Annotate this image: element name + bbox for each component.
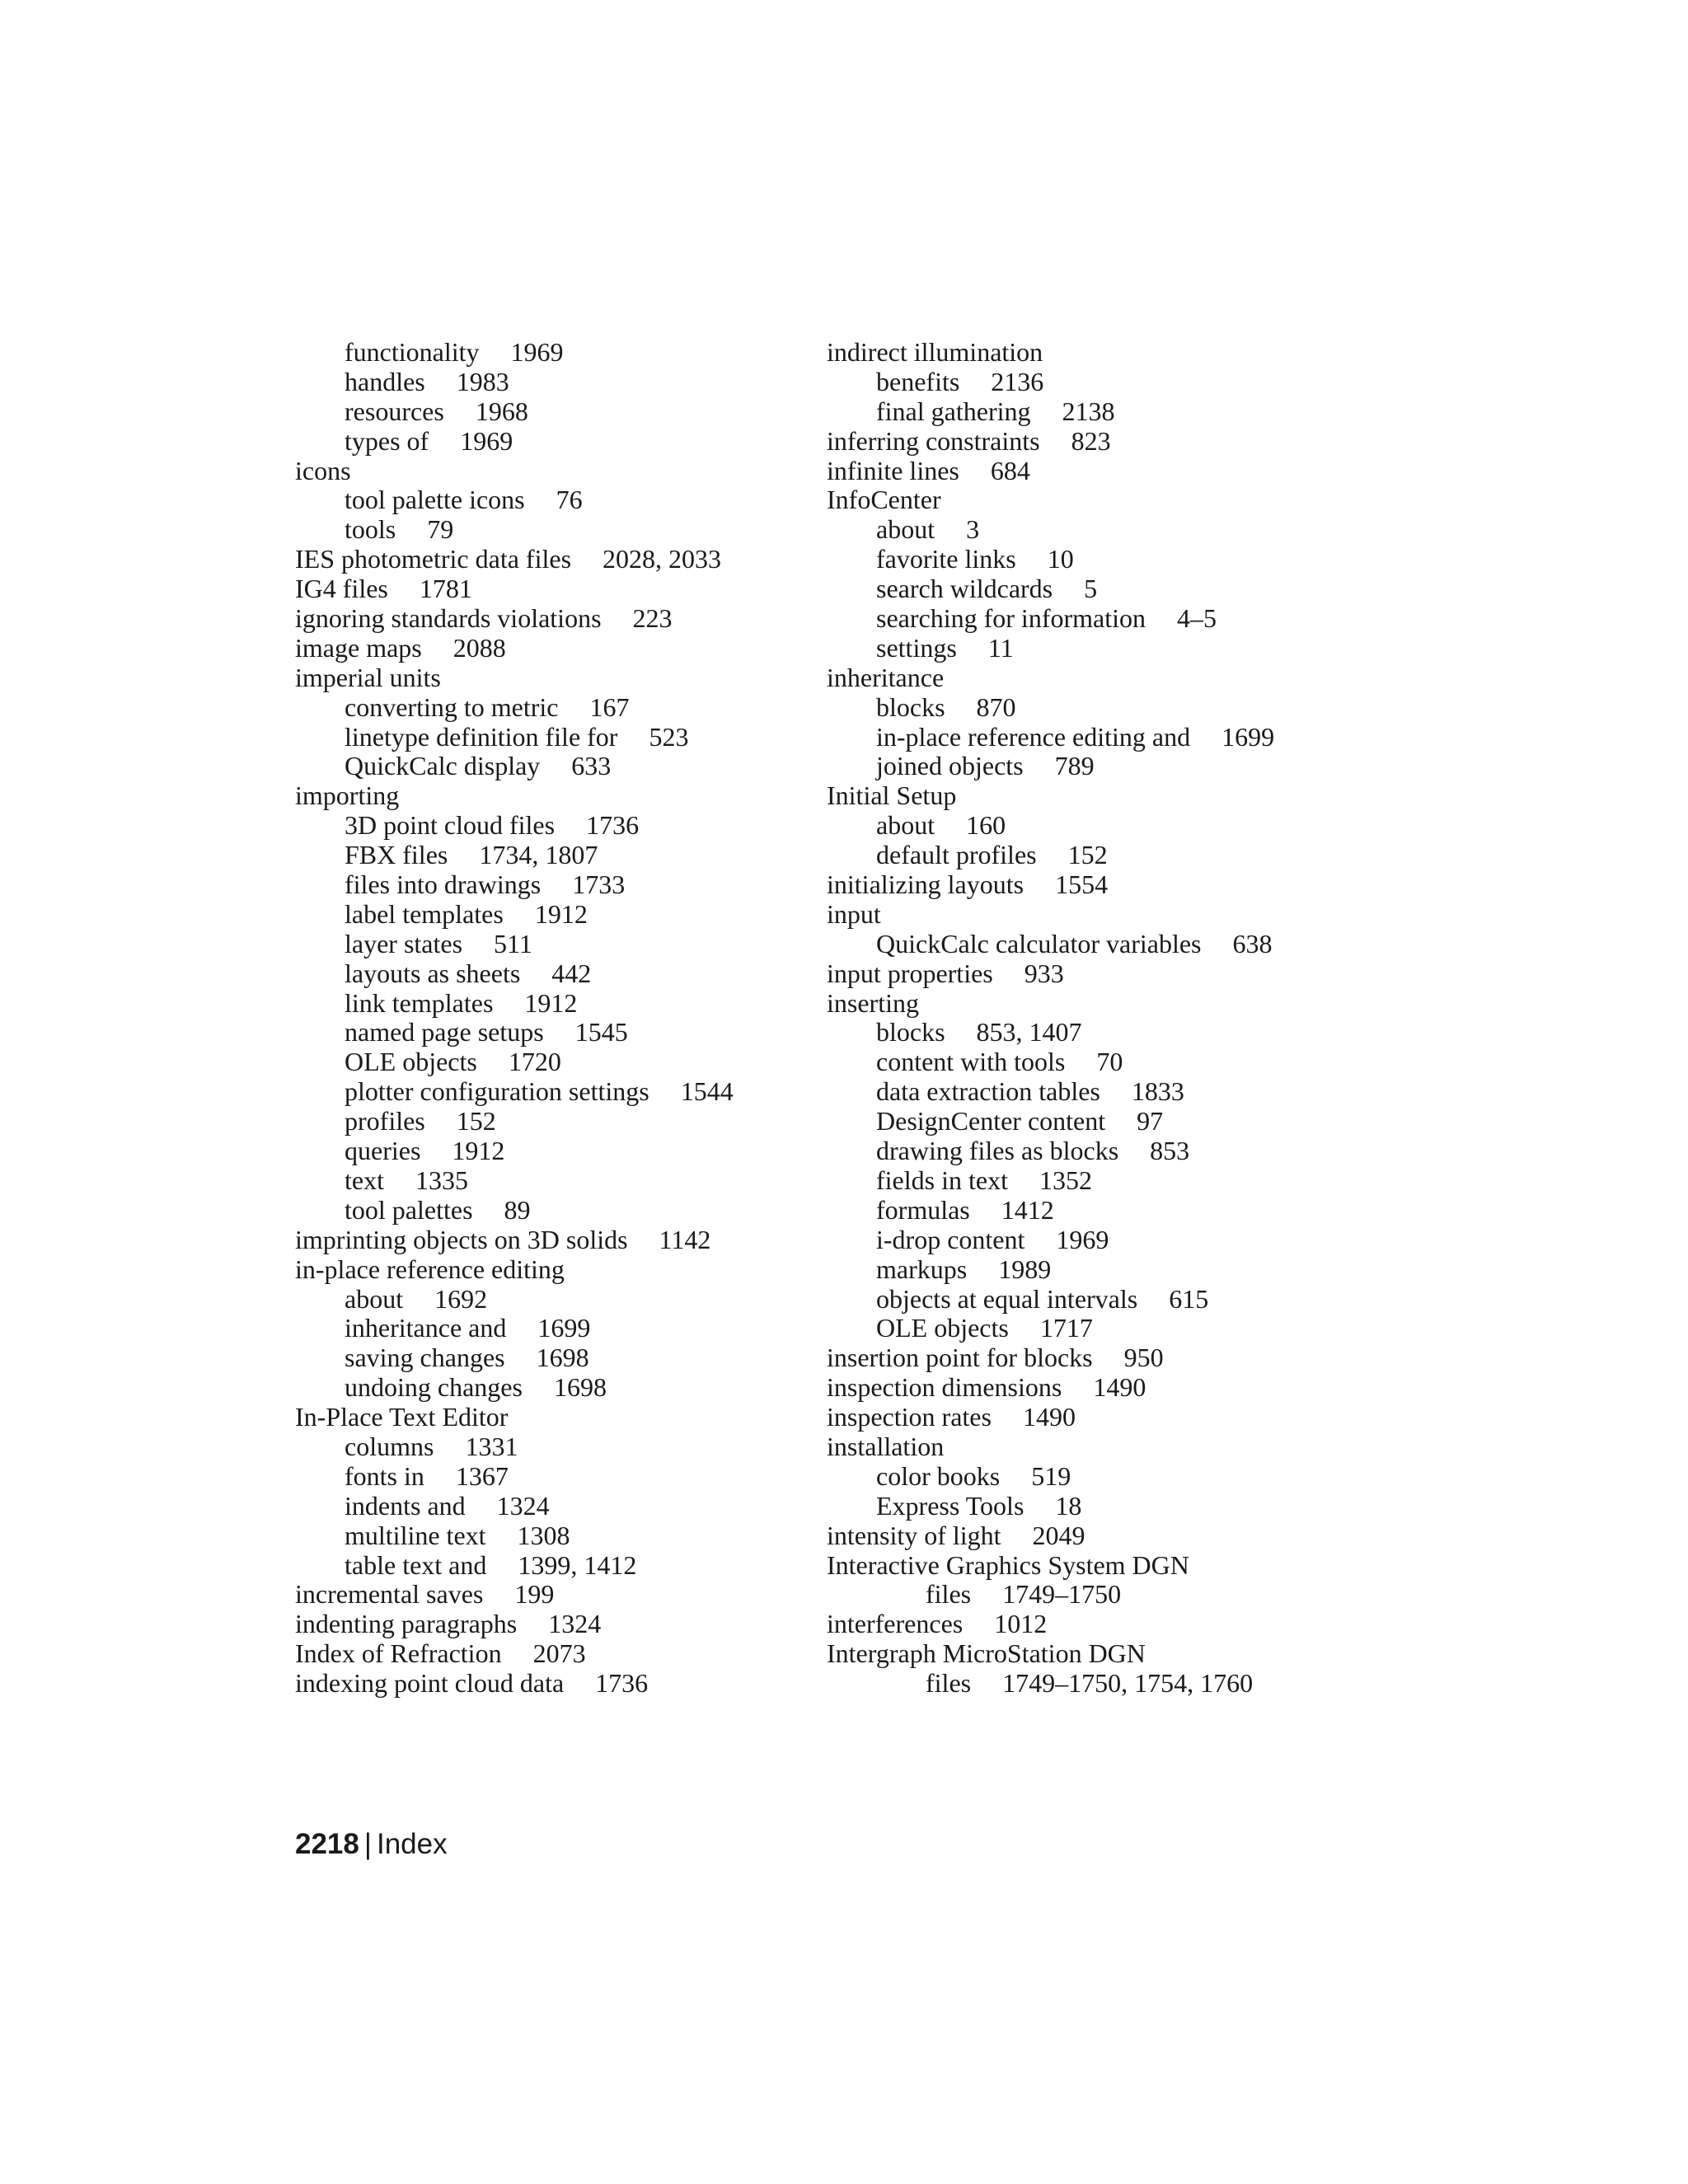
index-term: in-place reference editing [295,1254,565,1284]
index-term: color books [876,1460,1001,1491]
index-page-refs: 519 [1031,1460,1071,1491]
index-entry [295,1610,872,1639]
index-term: OLE objects [345,1047,477,1077]
index-entry [295,1373,872,1403]
index-entry [827,1137,1420,1166]
index-page-refs: 1399, 1412 [518,1549,637,1580]
index-entry [827,989,1420,1019]
index-page-refs: 1692 [434,1283,488,1314]
index-entry [295,1432,872,1462]
index-page-refs: 853 [1150,1136,1190,1166]
index-page-refs: 1331 [465,1431,518,1461]
index-term: importing [295,780,400,811]
index-page-refs: 823 [1071,425,1111,456]
index-term: benefits [876,366,960,396]
index-term: initializing layouts [827,869,1025,900]
index-term: queries [345,1136,421,1166]
index-term: installation [827,1431,945,1461]
index-term: in-place reference editing and [876,721,1191,752]
index-entry [295,1314,872,1343]
index-term: drawing files as blocks [876,1136,1119,1166]
index-entry [295,870,872,900]
index-page-refs: 1699 [537,1313,591,1343]
footer-separator: | [363,1828,372,1860]
index-term: data extraction tables [876,1076,1100,1107]
index-page-refs: 638 [1232,928,1273,958]
index-page-refs: 1717 [1039,1313,1093,1343]
index-entry [827,397,1420,427]
index-term: ignoring standards violations [295,603,602,634]
index-entry [295,604,872,634]
index-term: multiline text [345,1520,486,1550]
index-entry [295,1196,872,1226]
index-term: indirect illumination [827,337,1043,367]
index-entry [295,752,872,781]
index-page-refs: 2138 [1062,396,1115,426]
index-term: InfoCenter [827,485,941,515]
index-term: QuickCalc calculator variables [876,928,1202,958]
index-term: imperial units [295,662,441,692]
index-entry [827,752,1420,781]
index-entry [827,1107,1420,1137]
index-entry [295,959,872,989]
index-page-refs: 1912 [534,898,588,929]
index-page-refs: 789 [1054,751,1095,781]
index-term: files [926,1668,972,1699]
index-term: infinite lines [827,455,959,485]
index-entry [295,1077,872,1107]
index-entry [295,989,872,1019]
index-entry [295,841,872,870]
index-entry [827,1610,1420,1639]
index-page-refs: 1554 [1055,869,1109,900]
index-entry [295,1285,872,1315]
index-term: objects at equal intervals [876,1283,1138,1314]
index-entry [295,781,872,811]
index-entry [827,841,1420,870]
index-term: plotter configuration settings [345,1076,649,1107]
index-entry [827,1492,1420,1521]
index-page-refs: 853, 1407 [976,1017,1082,1047]
index-page-refs: 2028, 2033 [603,544,722,574]
index-term: layouts as sheets [345,958,521,988]
index-entry [827,1669,1420,1699]
index-page-refs: 1335 [415,1165,468,1195]
index-page-refs: 1324 [496,1490,550,1521]
index-term: indenting paragraphs [295,1609,518,1639]
page-footer [295,1824,448,1865]
index-page-refs: 1989 [998,1254,1052,1284]
index-entry [827,870,1420,900]
index-column-right [827,338,1420,1699]
index-term: incremental saves [295,1579,484,1610]
index-entry [827,634,1420,663]
index-term: insertion point for blocks [827,1343,1093,1373]
index-entry [295,1403,872,1432]
index-page-refs: 1968 [475,396,528,426]
index-term: OLE objects [876,1313,1009,1343]
index-page-refs: 1781 [419,574,472,604]
index-term: image maps [295,632,422,663]
index-term: interferences [827,1609,964,1639]
index-page-refs: 1733 [572,869,626,900]
index-entry [827,811,1420,841]
index-entry [295,1669,872,1699]
index-term: text [345,1165,384,1195]
index-term: linetype definition file for [345,721,618,752]
index-entry [827,1166,1420,1196]
index-term: tool palette icons [345,485,525,515]
index-term: joined objects [876,751,1024,781]
index-entry [827,457,1420,486]
index-term: tool palettes [345,1194,473,1225]
index-page-refs: 1142 [659,1224,711,1254]
index-page-refs: 1736 [586,810,640,841]
index-term: link templates [345,987,494,1018]
index-term: Interactive Graphics System DGN [827,1549,1189,1580]
index-entry [295,545,872,574]
index-term: files into drawings [345,869,542,900]
index-entry [827,1077,1420,1107]
index-term: fonts in [345,1460,424,1491]
index-page-refs: 223 [632,603,673,634]
index-entry [295,457,872,486]
index-page-refs: 1698 [553,1372,607,1403]
index-page-refs: 1734, 1807 [479,840,598,870]
index-page-refs: 79 [427,514,454,545]
index-entry [827,1432,1420,1462]
index-term: layer states [345,928,463,958]
index-page-refs: 160 [966,810,1006,841]
index-entry [295,368,872,397]
index-entry [827,1551,1420,1581]
index-term: types of [345,425,429,456]
index-entry [827,427,1420,457]
index-term: inheritance and [345,1313,507,1343]
index-entry [295,1137,872,1166]
index-page-refs: 89 [504,1194,531,1225]
index-page-refs: 1912 [452,1136,505,1166]
index-term: input [827,898,881,929]
index-entry [295,1492,872,1521]
index-term: indexing point cloud data [295,1668,565,1699]
index-entry [827,1018,1420,1047]
index-entry [827,930,1420,959]
index-page-refs: 511 [494,928,532,958]
index-page-refs: 1490 [1093,1372,1146,1403]
index-entry [295,1521,872,1551]
index-page-refs: 167 [589,691,630,722]
index-entry [827,1343,1420,1373]
index-entry [827,1255,1420,1285]
index-entry [827,485,1420,515]
index-entry [295,1343,872,1373]
index-term: favorite links [876,544,1016,574]
index-entry [827,900,1420,930]
index-page-refs: 1720 [508,1047,561,1077]
index-page-refs: 1324 [548,1609,602,1639]
index-page-refs: 442 [551,958,592,988]
index-term: files [926,1579,972,1610]
index-term: blocks [876,691,945,722]
index-term: input properties [827,958,993,988]
index-page-refs: 152 [456,1106,496,1137]
index-term: inspection rates [827,1402,992,1432]
index-entry [295,693,872,723]
index-entry [295,427,872,457]
index-term: about [345,1283,404,1314]
index-term: imprinting objects on 3D solids [295,1224,628,1254]
index-term: formulas [876,1194,970,1225]
index-term: IES photometric data files [295,544,572,574]
index-page-refs: 684 [990,455,1030,485]
index-term: indents and [345,1490,466,1521]
section-title: Index [376,1828,448,1860]
index-entry [827,368,1420,397]
index-term: intensity of light [827,1520,1001,1550]
index-entry [827,1521,1420,1551]
index-entry [295,900,872,930]
index-term: DesignCenter content [876,1106,1106,1137]
index-term: fields in text [876,1165,1008,1195]
index-page-refs: 870 [976,691,1016,722]
index-term: IG4 files [295,574,388,604]
index-page-refs: 76 [556,485,583,515]
index-page-refs: 1912 [524,987,578,1018]
index-page-refs: 1490 [1022,1402,1076,1432]
index-entry [295,1551,872,1581]
index-entry [827,781,1420,811]
index-page-refs: 1367 [455,1460,509,1491]
index-term: icons [295,455,351,485]
index-page-refs: 1736 [595,1668,649,1699]
index-entry [827,1580,1420,1610]
index-page-refs: 1749–1750, 1754, 1760 [1002,1668,1254,1699]
index-term: handles [345,366,425,396]
index-term: label templates [345,898,504,929]
index-page-refs: 11 [987,632,1014,663]
index-term: Index of Refraction [295,1638,502,1669]
index-term: markups [876,1254,968,1284]
index-entry [827,338,1420,368]
index-entry [295,723,872,752]
index-term: inheritance [827,662,945,692]
index-term: tools [345,514,396,545]
index-term: about [876,810,935,841]
index-entry [827,1373,1420,1403]
index-term: resources [345,396,444,426]
index-term: FBX files [345,840,448,870]
index-term: inserting [827,987,919,1018]
index-entry [827,1462,1420,1492]
index-term: Intergraph MicroStation DGN [827,1638,1146,1669]
index-term: columns [345,1431,434,1461]
index-page-refs: 1352 [1039,1165,1092,1195]
index-page-refs: 1969 [1056,1224,1109,1254]
index-entry [295,397,872,427]
index-entry [295,338,872,368]
index-entry [295,1255,872,1285]
index-page-refs: 615 [1169,1283,1209,1314]
index-term: QuickCalc display [345,751,541,781]
index-term: profiles [345,1106,425,1137]
index-page-refs: 1012 [994,1609,1048,1639]
index-entry [827,1314,1420,1343]
index-entry [295,485,872,515]
index-page-refs: 1545 [574,1017,628,1047]
index-term: named page setups [345,1017,544,1047]
index-entry [827,515,1420,545]
index-entry [295,1018,872,1047]
index-page-refs: 1749–1750 [1002,1579,1122,1610]
index-page-refs: 1698 [536,1343,589,1373]
index-page-refs: 1833 [1131,1076,1184,1107]
index-term: functionality [345,337,480,367]
index-column-left [295,338,872,1699]
index-page-refs: 1699 [1221,721,1275,752]
index-term: searching for information [876,603,1146,634]
index-entry [827,574,1420,604]
index-entry [295,634,872,663]
index-entry [295,515,872,545]
index-term: undoing changes [345,1372,523,1403]
index-entry [827,663,1420,693]
index-entry [295,663,872,693]
index-page-refs: 10 [1047,544,1074,574]
index-term: Express Tools [876,1490,1025,1521]
index-page-refs: 633 [571,751,612,781]
index-entry [827,1403,1420,1432]
index-entry [295,1166,872,1196]
index-entry [295,1462,872,1492]
index-page-refs: 1308 [517,1520,570,1550]
index-entry [295,811,872,841]
index-page-refs: 950 [1123,1343,1164,1373]
index-page-refs: 2136 [991,366,1044,396]
index-page-refs: 18 [1055,1490,1082,1521]
index-term: inferring constraints [827,425,1040,456]
index-page-refs: 97 [1137,1106,1164,1137]
index-entry [827,1047,1420,1077]
index-page-refs: 1544 [680,1076,734,1107]
index-term: about [876,514,935,545]
index-entry [295,1226,872,1255]
index-page-refs: 523 [649,721,689,752]
index-term: saving changes [345,1343,505,1373]
index-entry [295,1580,872,1610]
index-term: blocks [876,1017,945,1047]
index-page-refs: 2073 [532,1638,586,1669]
index-term: inspection dimensions [827,1372,1062,1403]
index-entry [295,930,872,959]
index-page-refs: 1412 [1001,1194,1054,1225]
index-term: 3D point cloud files [345,810,556,841]
index-page-refs: 4–5 [1177,603,1217,634]
index-entry [827,693,1420,723]
page-number: 2218 [295,1828,359,1860]
index-page-refs: 1969 [460,425,513,456]
index-entry [827,723,1420,752]
index-entry [827,959,1420,989]
index-entry [295,1047,872,1077]
index-term: Initial Setup [827,780,957,811]
index-entry [827,1226,1420,1255]
index-entry [295,1639,872,1669]
index-page-refs: 152 [1067,840,1108,870]
index-term: default profiles [876,840,1037,870]
index-page-refs: 2049 [1032,1520,1085,1550]
index-entry [827,1285,1420,1315]
index-page-refs: 3 [966,514,980,545]
index-page-refs: 5 [1084,574,1098,604]
index-term: final gathering [876,396,1031,426]
index-term: In-Place Text Editor [295,1402,509,1432]
index-page-refs: 2088 [452,632,506,663]
index-term: search wildcards [876,574,1053,604]
index-entry [827,1639,1420,1669]
index-entry [827,604,1420,634]
index-term: converting to metric [345,691,559,722]
index-page-refs: 199 [514,1579,555,1610]
index-term: i-drop content [876,1224,1025,1254]
index-entry [295,574,872,604]
index-term: table text and [345,1549,487,1580]
index-page-refs: 1983 [456,366,509,396]
index-page-refs: 933 [1024,958,1064,988]
index-term: settings [876,632,957,663]
index-term: content with tools [876,1047,1066,1077]
index-page-refs: 70 [1096,1047,1123,1077]
index-entry [827,545,1420,574]
index-entry [295,1107,872,1137]
index-page-refs: 1969 [510,337,564,367]
index-entry [827,1196,1420,1226]
